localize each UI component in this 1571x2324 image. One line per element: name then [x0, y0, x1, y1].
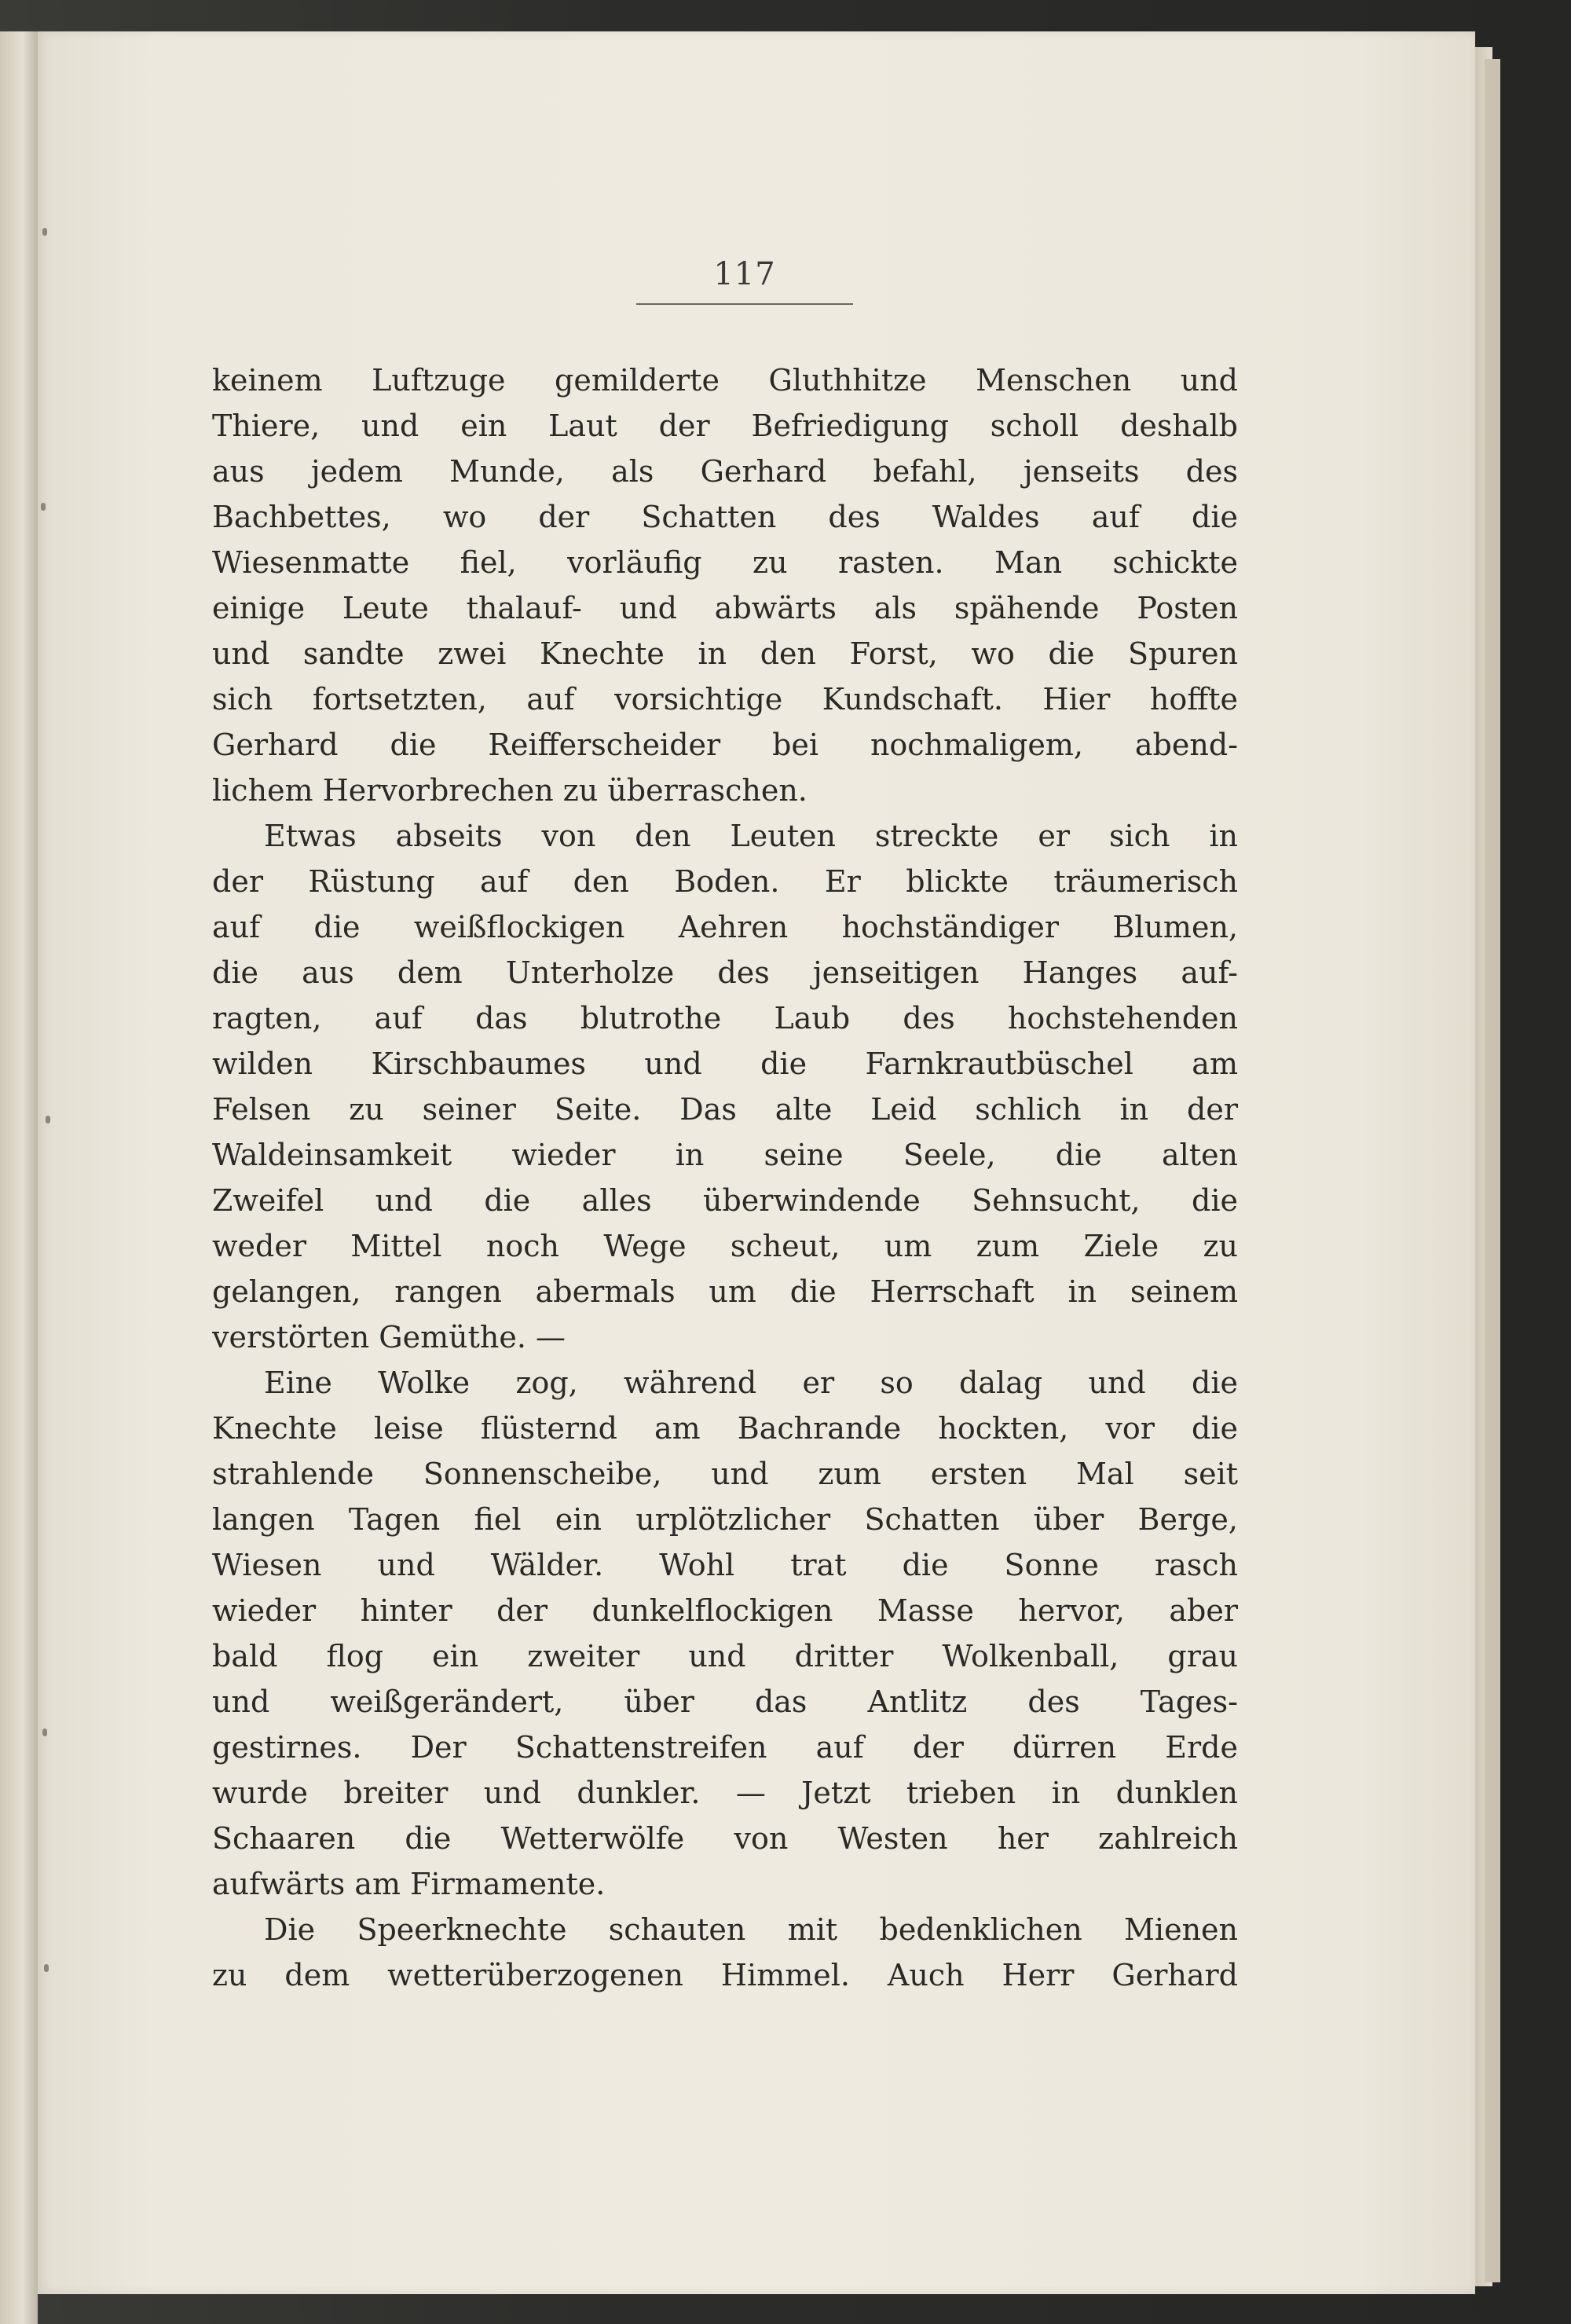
- body-text: [212, 357, 1238, 1998]
- text-line: Wiesenmatte fiel, vorläufig zu rasten. Man schickte: [212, 545, 1238, 580]
- text-line: Die Speerknechte schauten mit bedenklichen Mienen: [264, 1912, 1238, 1947]
- page-number-rule: [636, 303, 853, 305]
- text-line: lichem Hervorbrechen zu überraschen.: [212, 773, 807, 808]
- text-line: ragten, auf das blutrothe Laub des hochstehenden: [212, 1001, 1238, 1036]
- text-line: Wiesen und Wälder. Wohl trat die Sonne rasch: [212, 1548, 1238, 1582]
- text-line: Gerhard die Reifferscheider bei nochmaligem, abend-: [212, 728, 1238, 762]
- text-line: Waldeinsamkeit wieder in seine Seele, die alten: [212, 1138, 1238, 1172]
- margin-speck: [42, 228, 47, 236]
- book-page: [38, 31, 1475, 2294]
- text-line: gelangen, rangen abermals um die Herrschaft in seinem: [212, 1274, 1238, 1309]
- page-number: 117: [713, 256, 776, 292]
- text-line: weder Mittel noch Wege scheut, um zum Ziele zu: [212, 1229, 1238, 1263]
- text-line: Etwas abseits von den Leuten streckte er sich in: [264, 819, 1238, 853]
- margin-speck: [46, 1116, 50, 1124]
- text-line: Bachbettes, wo der Schatten des Waldes auf die: [212, 500, 1238, 534]
- margin-speck: [42, 1728, 47, 1736]
- text-line: die aus dem Unterholze des jenseitigen Hanges auf-: [212, 955, 1238, 990]
- text-line: langen Tagen fiel ein urplötzlicher Schatten über Berge,: [212, 1502, 1238, 1537]
- page-stack-edge-inner: [1485, 59, 1500, 2282]
- text-line: und weißgerändert, über das Antlitz des Tages-: [212, 1684, 1238, 1719]
- text-line: sich fortsetzten, auf vorsichtige Kundschaft. Hier hoffte: [212, 682, 1238, 717]
- margin-speck: [41, 503, 46, 511]
- text-line: wieder hinter der dunkelflockigen Masse hervor, aber: [212, 1593, 1238, 1628]
- text-line: keinem Luftzuge gemilderte Gluthhitze Menschen und: [212, 363, 1238, 398]
- text-line: aus jedem Munde, als Gerhard befahl, jenseits des: [212, 454, 1238, 489]
- text-line: der Rüstung auf den Boden. Er blickte träumerisch: [212, 864, 1238, 899]
- text-line: strahlende Sonnenscheibe, und zum ersten Mal seit: [212, 1457, 1238, 1491]
- text-line: gestirnes. Der Schattenstreifen auf der dürren Erde: [212, 1730, 1238, 1765]
- text-line: auf die weißflockigen Aehren hochständiger Blumen,: [212, 910, 1238, 944]
- text-line: einige Leute thalauf- und abwärts als spähende Posten: [212, 591, 1238, 625]
- text-line: Knechte leise flüsternd am Bachrande hockten, vor die: [212, 1411, 1238, 1446]
- text-line: Schaaren die Wetterwölfe von Westen her zahlreich: [212, 1821, 1238, 1856]
- margin-speck: [44, 1964, 49, 1972]
- text-line: Zweifel und die alles überwindende Sehnsucht, die: [212, 1183, 1238, 1218]
- text-line: Felsen zu seiner Seite. Das alte Leid schlich in der: [212, 1092, 1238, 1127]
- text-line: bald flog ein zweiter und dritter Wolkenball, grau: [212, 1639, 1238, 1673]
- text-line: wurde breiter und dunkler. — Jetzt trieben in dunklen: [212, 1776, 1238, 1810]
- text-line: verstörten Gemüthe. —: [212, 1320, 566, 1354]
- text-line: aufwärts am Firmamente.: [212, 1867, 606, 1901]
- text-line: zu dem wetterüberzogenen Himmel. Auch Herr Gerhard: [212, 1958, 1238, 1992]
- text-line: wilden Kirschbaumes und die Farnkrautbüschel am: [212, 1047, 1238, 1081]
- text-line: Eine Wolke zog, während er so dalag und die: [264, 1365, 1238, 1400]
- text-line: Thiere, und ein Laut der Befriedigung scholl deshalb: [212, 409, 1238, 443]
- facing-page-edge: [0, 31, 38, 2324]
- text-line: und sandte zwei Knechte in den Forst, wo die Spuren: [212, 636, 1238, 671]
